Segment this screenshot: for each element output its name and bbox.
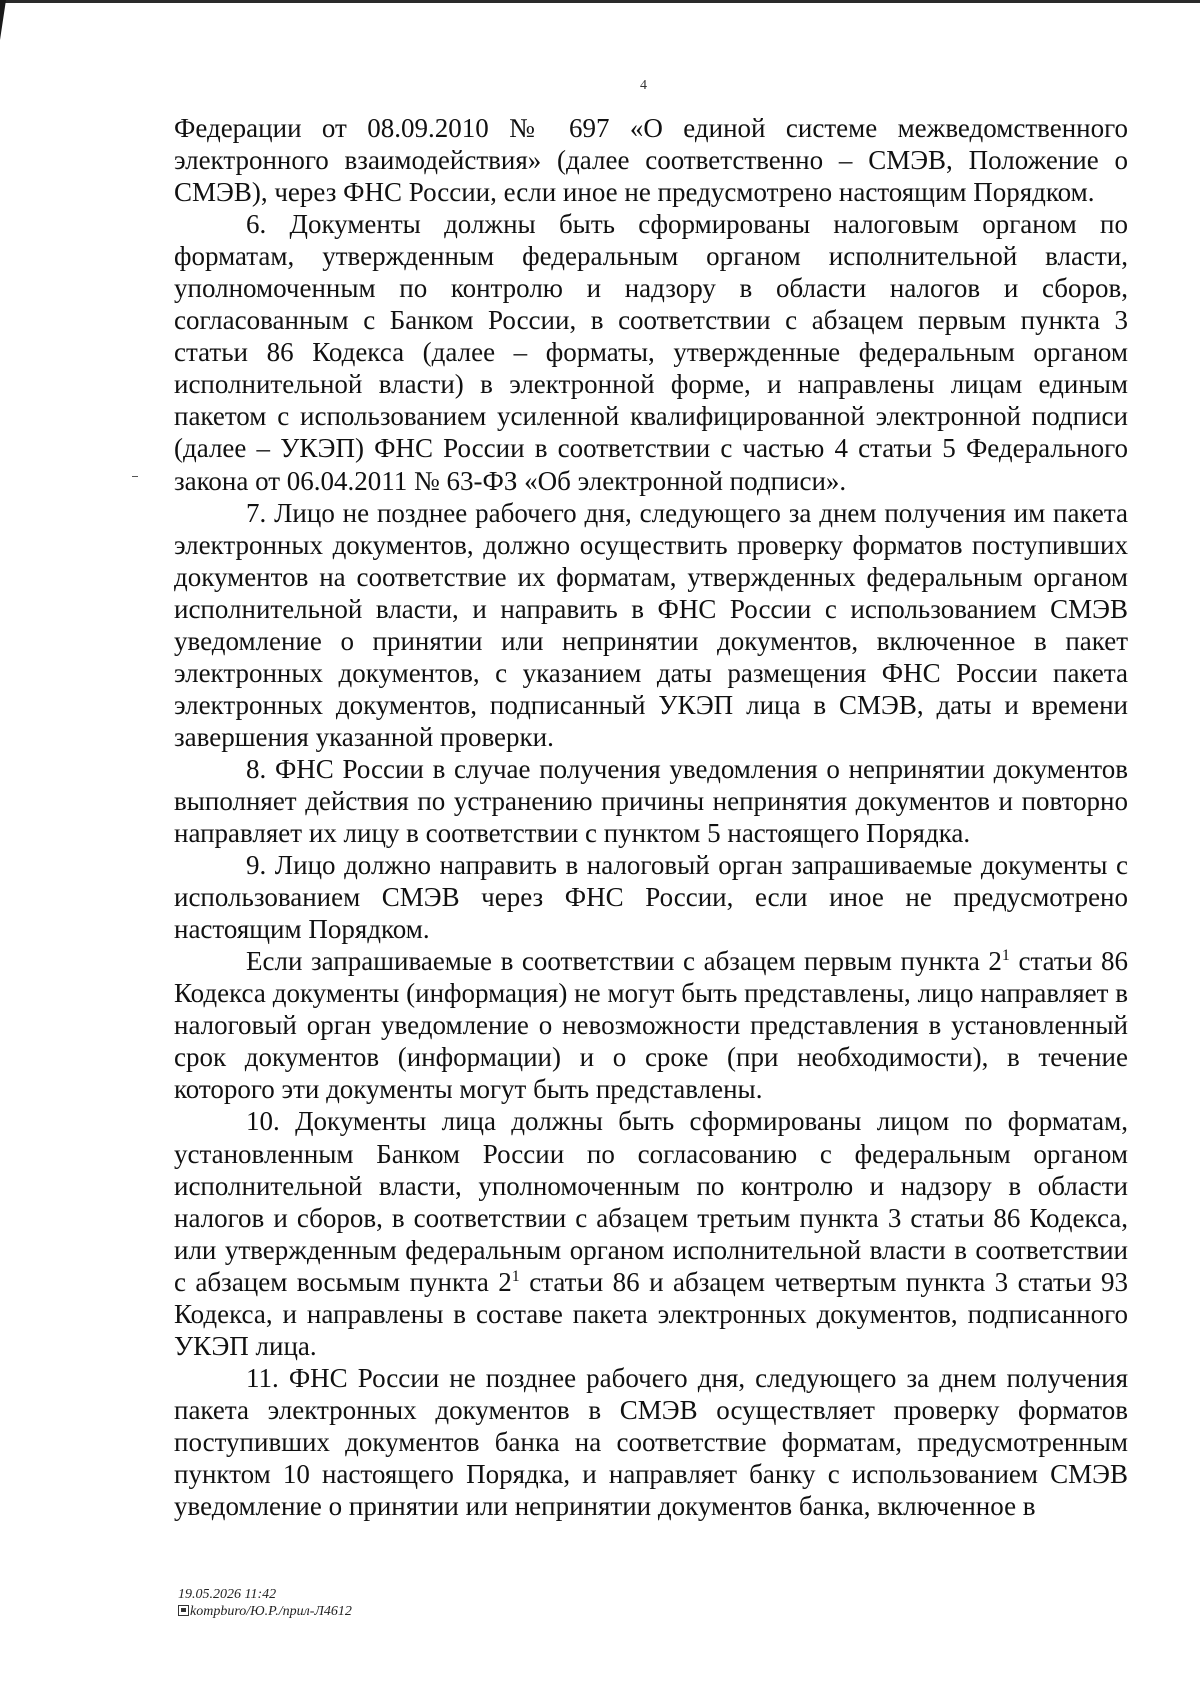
document-icon [178, 1605, 189, 1616]
footer-timestamp: 19.05.2026 11:42 [178, 1587, 277, 1602]
scan-corner-mark [0, 0, 6, 40]
paragraph-text: 10. Документы лица должны быть сформированы лицом по форматам, установленным Банком России по согласованию с федеральным органом исполнительной власти, уполномоченным по контролю и надзору в области налогов и сборов, в соответствии с абзацем третьим пункта 3 статьи 86 Кодекса, или утвержденным федеральным органом исполнительной власти в соответствии с абзацем восьмым пункта 2 [174, 1106, 1128, 1297]
document-body [174, 112, 1128, 1522]
paragraph-item-9-second [174, 945, 1128, 1105]
paragraph-text: статьи 86 Кодекса документы (информация) не могут быть представлены, лицо направляет в налоговый орган уведомление о невозможности представления в установленный срок документов (информации) и о сроке (при необходимости), в течение которого эти документы могут быть представлены. [174, 946, 1128, 1105]
scan-stray-mark [132, 476, 138, 477]
paragraph-text: Если запрашиваемые в соответствии с абзацем первым пункта 2 [246, 946, 1002, 977]
superscript: 1 [1001, 947, 1010, 965]
paragraph-item-9: 9. Лицо должно направить в налоговый орган запрашиваемые документы с использованием СМЭВ через ФНС России, если иное не предусмотрено настоящим Порядком. [174, 850, 1128, 945]
paragraph-text: статьи 86 и абзацем четвертым пункта 3 статьи 93 Кодекса, и направлены в составе пакета электронных документов, подписанного УКЭП лица. [174, 1266, 1128, 1361]
paragraph-item-6: 6. Документы должны быть сформированы налоговым органом по форматам, утвержденным федеральным органом исполнительной власти, уполномоченным по контролю и надзору в области налогов и сборов, согласованным с Банком России, в соответствии с абзацем первым пункта 3 статьи 86 Кодекса (далее – форматы, утвержденные федеральным органом исполнительной власти) в электронной форме, и направлены лицам единым пакетом с использованием усиленной квалифицированной электронной подписи (далее – УКЭП) ФНС России в соответствии с частью 4 статьи 5 Федерального закона от 06.04.2011 № 63-ФЗ «Об электронной подписи». [174, 209, 1128, 496]
paragraph-item-8: 8. ФНС России в случае получения уведомления о непринятии документов выполняет действия по устранению причины непринятия документов и повторно направляет их лицу в соответствии с пунктом 5 настоящего Порядка. [174, 753, 1128, 849]
paragraph-item-10 [174, 1105, 1128, 1361]
paragraph-item-11: 11. ФНС России не позднее рабочего дня, следующего за днем получения пакета электронных документов в СМЭВ осуществляет проверку форматов поступивших документов банка на соответствие форматам, предусмотренным пунктом 10 настоящего Порядка, и направляет банку с использованием СМЭВ уведомление о принятии или непринятии документов банка, включенное в [174, 1362, 1128, 1522]
scan-border-top [0, 0, 1200, 3]
page-number: 4 [640, 78, 647, 93]
superscript: 1 [511, 1267, 520, 1285]
footer-file-path: kompburo/Ю.Р./прил-Л4612 [190, 1604, 352, 1619]
paragraph-item-7: 7. Лицо не позднее рабочего дня, следующего за днем получения им пакета электронных документов, должно осуществить проверку форматов поступивших документов на соответствие их форматам, утвержденных федеральным органом исполнительной власти, и направить в ФНС России с использованием СМЭВ уведомление о принятии или непринятии документов, включенное в пакет электронных документов, с указанием даты размещения ФНС России пакета электронных документов, подписанный УКЭП лица в СМЭВ, даты и времени завершения указанной проверки. [174, 497, 1128, 752]
paragraph-continuation: Федерации от 08.09.2010 № 697 «О единой системе межведомственного электронного взаимодействия» (далее соответственно – СМЭВ, Положение о СМЭВ), через ФНС России, если иное не предусмотрено настоящим Порядком. [174, 113, 1128, 208]
document-footer [178, 1586, 352, 1620]
footer-file-path-line [178, 1603, 352, 1620]
